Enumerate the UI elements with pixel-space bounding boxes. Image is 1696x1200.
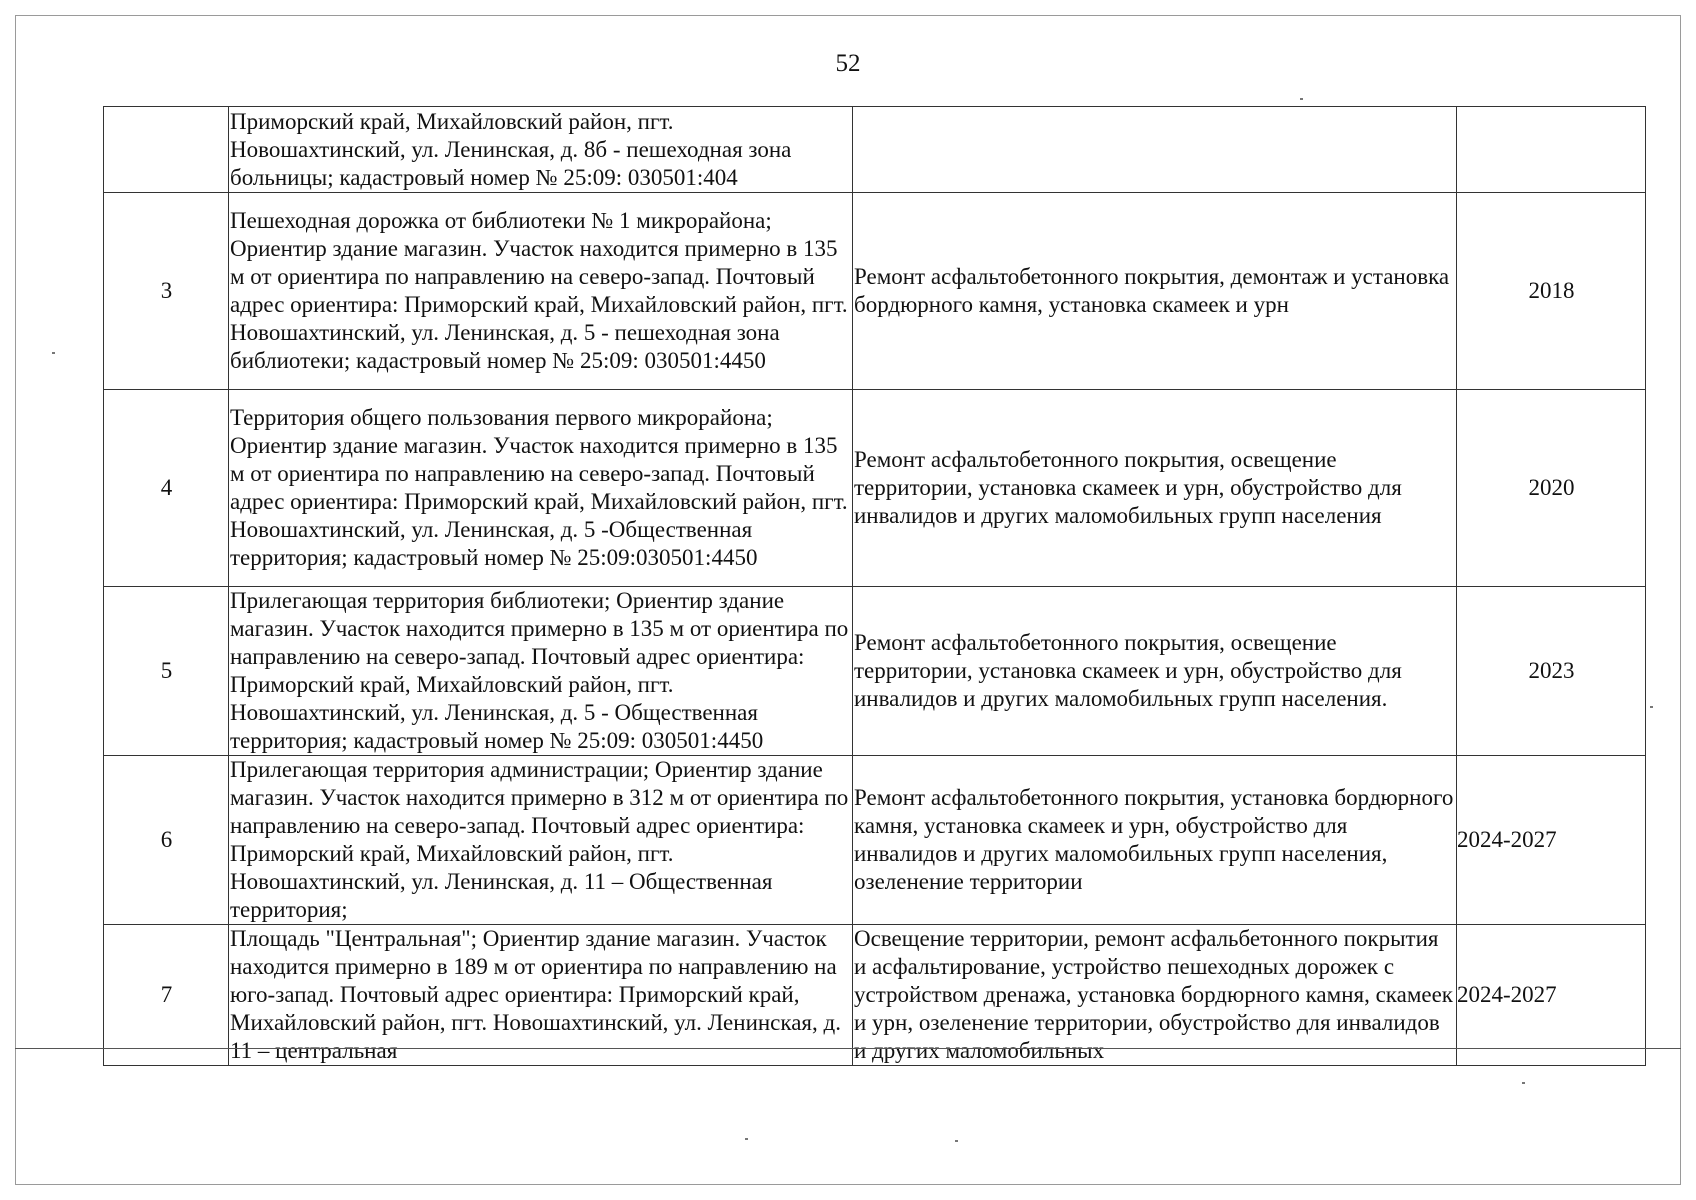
- table-row: [104, 193, 1646, 390]
- implementation-year: 2018: [1457, 193, 1646, 390]
- row-number: 6: [104, 756, 229, 925]
- row-number: 4: [104, 390, 229, 587]
- implementation-year: 2024-2027: [1457, 756, 1646, 925]
- implementation-year: [1457, 107, 1646, 193]
- object-address: Прилегающая территория библиотеки; Ориентир здание магазин. Участок находится примерно в 135 м от ориентира по направлению на северо-запад. Почтовый адрес ориентира: Приморский край, Михайловский район, пгт. Новошахтинский, ул. Ленинская, д. 5 - Общественная территория; кадастровый номер № 25:09: 030501:4450: [229, 587, 853, 756]
- improvement-table: [103, 106, 1646, 1066]
- scan-cut-line: [15, 1048, 1681, 1049]
- table-row: [104, 390, 1646, 587]
- row-number: [104, 107, 229, 193]
- implementation-year: 2024-2027: [1457, 925, 1646, 1066]
- object-address: Территория общего пользования первого микрорайона; Ориентир здание магазин. Участок находится примерно в 135 м от ориентира по направлению на северо-запад. Почтовый адрес ориентира: Приморский край, Михайловский район, пгт. Новошахтинский, ул. Ленинская, д. 5 -Общественная территория; кадастровый номер № 25:09:030501:4450: [229, 390, 853, 587]
- implementation-year: 2023: [1457, 587, 1646, 756]
- page-number: 52: [835, 50, 861, 77]
- row-number: 7: [104, 925, 229, 1066]
- table-row: [104, 925, 1646, 1066]
- object-address: Прилегающая территория администрации; Ориентир здание магазин. Участок находится примерно в 312 м от ориентира по направлению на северо-запад. Почтовый адрес ориентира: Приморский край, Михайловский район, пгт. Новошахтинский, ул. Ленинская, д. 11 – Общественная территория;: [229, 756, 853, 925]
- scan-speck: [1522, 1082, 1525, 1084]
- scan-speck: [955, 1140, 958, 1142]
- row-number: 3: [104, 193, 229, 390]
- planned-works: Освещение территории, ремонт асфальбетонного покрытия и асфальтирование, устройство пешеходных дорожек с устройством дренажа, установка бордюрного камня, скамеек и урн, озеленение территории, обустройство для инвалидов и других маломобильных: [853, 925, 1457, 1066]
- planned-works: [853, 107, 1457, 193]
- planned-works: Ремонт асфальтобетонного покрытия, освещение территории, установка скамеек и урн, обустройство для инвалидов и других маломобильных групп населения.: [853, 587, 1457, 756]
- planned-works: Ремонт асфальтобетонного покрытия, демонтаж и установка бордюрного камня, установка скамеек и урн: [853, 193, 1457, 390]
- implementation-year: 2020: [1457, 390, 1646, 587]
- object-address: Пешеходная дорожка от библиотеки № 1 микрорайона; Ориентир здание магазин. Участок находится примерно в 135 м от ориентира по направлению на северо-запад. Почтовый адрес ориентира: Приморский край, Михайловский район, пгт. Новошахтинский, ул. Ленинская, д. 5 - пешеходная зона библиотеки; кадастровый номер № 25:09: 030501:4450: [229, 193, 853, 390]
- scan-speck: [1300, 98, 1303, 100]
- object-address: Приморский край, Михайловский район, пгт. Новошахтинский, ул. Ленинская, д. 8б - пешеходная зона больницы; кадастровый номер № 25:09: 030501:404: [229, 107, 853, 193]
- planned-works: Ремонт асфальтобетонного покрытия, установка бордюрного камня, установка скамеек и урн, обустройство для инвалидов и других маломобильных групп населения, озеленение территории: [853, 756, 1457, 925]
- scan-speck: [1650, 706, 1653, 708]
- table-row: [104, 587, 1646, 756]
- row-number: 5: [104, 587, 229, 756]
- table-row: [104, 107, 1646, 193]
- scan-speck: [745, 1138, 748, 1140]
- table-row: [104, 756, 1646, 925]
- object-address: Площадь "Центральная"; Ориентир здание магазин. Участок находится примерно в 189 м от ориентира по направлению на юго-запад. Почтовый адрес ориентира: Приморский край, Михайловский район, пгт. Новошахтинский, ул. Ленинская, д. 11 – центральная: [229, 925, 853, 1066]
- planned-works: Ремонт асфальтобетонного покрытия, освещение территории, установка скамеек и урн, обустройство для инвалидов и других маломобильных групп населения: [853, 390, 1457, 587]
- scan-speck: [52, 352, 55, 354]
